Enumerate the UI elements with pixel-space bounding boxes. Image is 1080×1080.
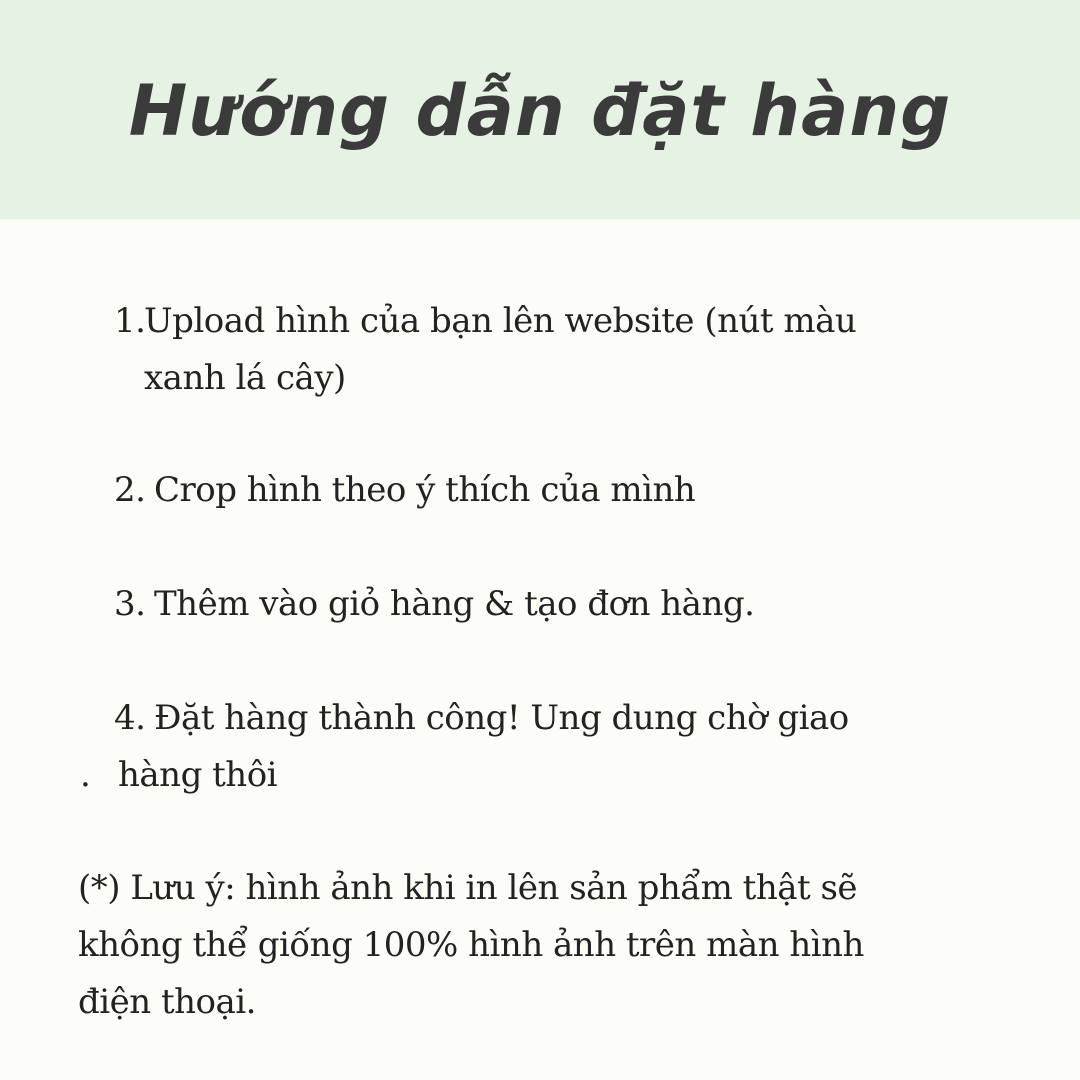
note-line-2: không thể giống 100% hình ảnh trên màn hình [78, 925, 864, 965]
step-2-number: 2. [114, 470, 146, 510]
header-band [0, 0, 1080, 219]
step-4-line-2: hàng thôi [118, 755, 278, 795]
page-title: Hướng dẫn đặt hàng [128, 70, 952, 152]
step-1-line-2: xanh lá cây) [144, 358, 346, 398]
step-1-number: 1. [114, 301, 146, 341]
step-4-number: 4. [114, 698, 146, 738]
step-4-line-1: Đặt hàng thành công! Ung dung chờ giao [154, 698, 849, 738]
step-2-line-1: Crop hình theo ý thích của mình [154, 470, 696, 510]
step-4-bullet: . [80, 755, 91, 795]
step-3-number: 3. [114, 584, 146, 624]
note-line-3: điện thoại. [78, 982, 256, 1022]
step-3-line-1: Thêm vào giỏ hàng & tạo đơn hàng. [154, 584, 755, 624]
note-line-1: (*) Lưu ý: hình ảnh khi in lên sản phẩm thật sẽ [78, 868, 858, 908]
step-1-line-1: Upload hình của bạn lên website (nút màu [144, 301, 857, 341]
